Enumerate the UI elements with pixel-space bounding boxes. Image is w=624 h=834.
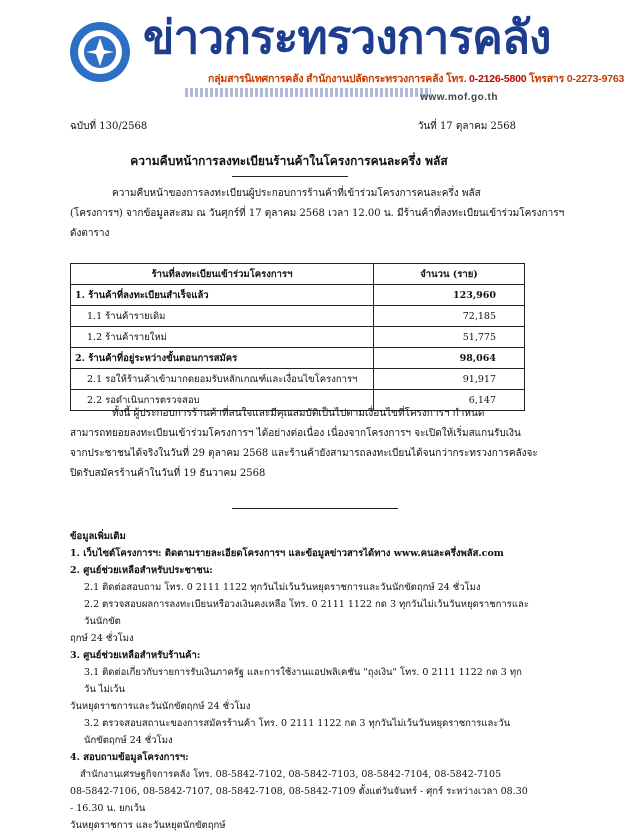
registration-table [70, 263, 525, 411]
row-value: 98,064 [374, 348, 525, 369]
table-header-label: ร้านที่ลงทะเบียนเข้าร่วมโครงการฯ [71, 264, 374, 285]
row-label: 1.2 ร้านค้ารายใหม่ [71, 327, 374, 348]
body-line-2: สามารถทยอยลงทะเบียนเข้าร่วมโครงการฯ ได้อย่างต่อเนื่อง เนื่องจากโครงการฯ จะเปิดให้เริ่มสแกนรับเงิน [70, 428, 521, 439]
info-item-2-2: 2.2 ตรวจสอบผลการลงทะเบียนหรือวงเงินคงเหลือ โทร. 0 2111 1122 กด 3 ทุกวันไม่เว้นวันหยุดราชการและวันนักขัต [84, 599, 529, 627]
body-line-3: จากประชาชนได้จริงในวันที่ 29 ตุลาคม 2568 และร้านค้ายังสามารถลงทะเบียนได้จนกว่ากระทรวงการคลังจะ [70, 448, 538, 459]
subline-prefix: กลุ่มสารนิเทศการคลัง สำนักงานปลัดกระทรวงการคลัง โทร. [208, 73, 467, 85]
intro-line-1: ความคืบหน้าของการลงทะเบียนผู้ประกอบการร้านค้าที่เข้าร่วมโครงการคนละครึ่ง พลัส [112, 188, 481, 199]
info-item-3: 3. ศูนย์ช่วยเหลือสำหรับร้านค้า: [70, 650, 201, 661]
table-row [71, 369, 525, 390]
website-link[interactable]: www.mof.go.th [420, 92, 498, 103]
info-item-3-1: 3.1 ติดต่อเกี่ยวกับรายการรับเงินภาครัฐ และการใช้งานแอปพลิเคชัน "ถุงเงิน" โทร. 0 2111 1122 กด 3 ทุกวัน ไม่เว้น [84, 667, 522, 695]
info-item-2-1: 2.1 ติดต่อสอบถาม โทร. 0 2111 1122 ทุกวันไม่เว้นวันหยุดราชการและวันนักขัตฤกษ์ 24 ชั่วโมง [84, 582, 481, 593]
row-value: 51,775 [374, 327, 525, 348]
row-value: 6,147 [374, 390, 525, 411]
header-stripe [185, 88, 431, 97]
table-row [71, 306, 525, 327]
table-row [71, 327, 525, 348]
row-value: 72,185 [374, 306, 525, 327]
intro-line-2: (โครงการฯ) จากข้อมูลสะสม ณ วันศุกร์ที่ 17 ตุลาคม 2568 เวลา 12.00 น. มีร้านค้าที่ลงทะเบียนเข้าร่วมโครงการฯ [70, 208, 565, 219]
row-label: 2. ร้านค้าที่อยู่ระหว่างขั้นตอนการสมัคร [71, 348, 374, 369]
fax-number: 0-2273-9763 [566, 73, 624, 85]
table-header-row [71, 264, 525, 285]
title-underline [232, 176, 348, 177]
info-heading: ข้อมูลเพิ่มเติม [70, 531, 126, 542]
fax-label: โทรสาร [529, 73, 565, 85]
row-label: 1. ร้านค้าที่ลงทะเบียนสำเร็จแล้ว [71, 285, 374, 306]
row-label: 2.2 รอดำเนินการตรวจสอบ [71, 390, 374, 411]
doc-number: ฉบับที่ 130/2568 [70, 121, 148, 132]
intro-line-3: ดังตาราง [70, 228, 110, 239]
table-header-value: จำนวน (ราย) [374, 264, 525, 285]
additional-info [70, 528, 530, 834]
ministry-seal-icon [68, 20, 132, 84]
info-item-2-2-cont: ฤกษ์ 24 ชั่วโมง [70, 633, 134, 644]
info-item-4-b: 08-5842-7106, 08-5842-7107, 08-5842-7108, 08-5842-7109 ตั้งแต่วันจันทร์ - ศุกร์ ระหว่างเวลา 08.30 - 16.30 น. ยกเว้น [70, 786, 528, 814]
body-line-1: ทั้งนี้ ผู้ประกอบการร้านค้าที่สนใจและมีคุณสมบัติเป็นไปตามเงื่อนไขที่โครงการฯ กำหนด [112, 408, 485, 419]
info-item-1: 1. เว็บไซต์โครงการฯ: ติดตามรายละเอียดโครงการฯ และข้อมูลข่าวสารได้ทาง www.คนละครึ่งพลัส.com [70, 548, 504, 559]
row-label: 1.1 ร้านค้ารายเดิม [71, 306, 374, 327]
body-line-4: ปิดรับสมัครร้านค้าในวันที่ 19 ธันวาคม 2568 [70, 468, 266, 479]
row-label: 2.1 รอให้ร้านค้าเข้ามากดยอมรับหลักเกณฑ์และเงื่อนไขโครงการฯ [71, 369, 374, 390]
info-item-4-c: วันหยุดราชการ และวันหยุดนักขัตฤกษ์ [70, 820, 226, 831]
table-row [71, 348, 525, 369]
section-divider [232, 508, 398, 509]
doc-title: ความคืบหน้าการลงทะเบียนร้านค้าในโครงการคนละครึ่ง พลัส [130, 154, 448, 168]
letterhead [0, 0, 624, 108]
brand-title: ข่าวกระทรวงการคลัง [143, 10, 551, 64]
phone-number: 0-2126-5800 [469, 73, 527, 85]
doc-date: วันที่ 17 ตุลาคม 2568 [417, 121, 516, 132]
info-item-4: 4. สอบถามข้อมูลโครงการฯ: [70, 752, 189, 763]
contact-line [208, 70, 624, 87]
info-item-3-1-cont: วันหยุดราชการและวันนักขัตฤกษ์ 24 ชั่วโมง [70, 701, 251, 712]
row-value: 91,917 [374, 369, 525, 390]
info-item-3-2: 3.2 ตรวจสอบสถานะของการสมัครร้านค้า โทร. 0 2111 1122 กด 3 ทุกวันไม่เว้นวันหยุดราชการและวันนักขัตฤกษ์ 24 ชั่วโมง [84, 718, 511, 746]
info-item-4-a: สำนักงานเศรษฐกิจการคลัง โทร. 08-5842-7102, 08-5842-7103, 08-5842-7104, 08-5842-7105 [80, 769, 502, 780]
info-item-2: 2. ศูนย์ช่วยเหลือสำหรับประชาชน: [70, 565, 213, 576]
row-value: 123,960 [374, 285, 525, 306]
table-row [71, 285, 525, 306]
